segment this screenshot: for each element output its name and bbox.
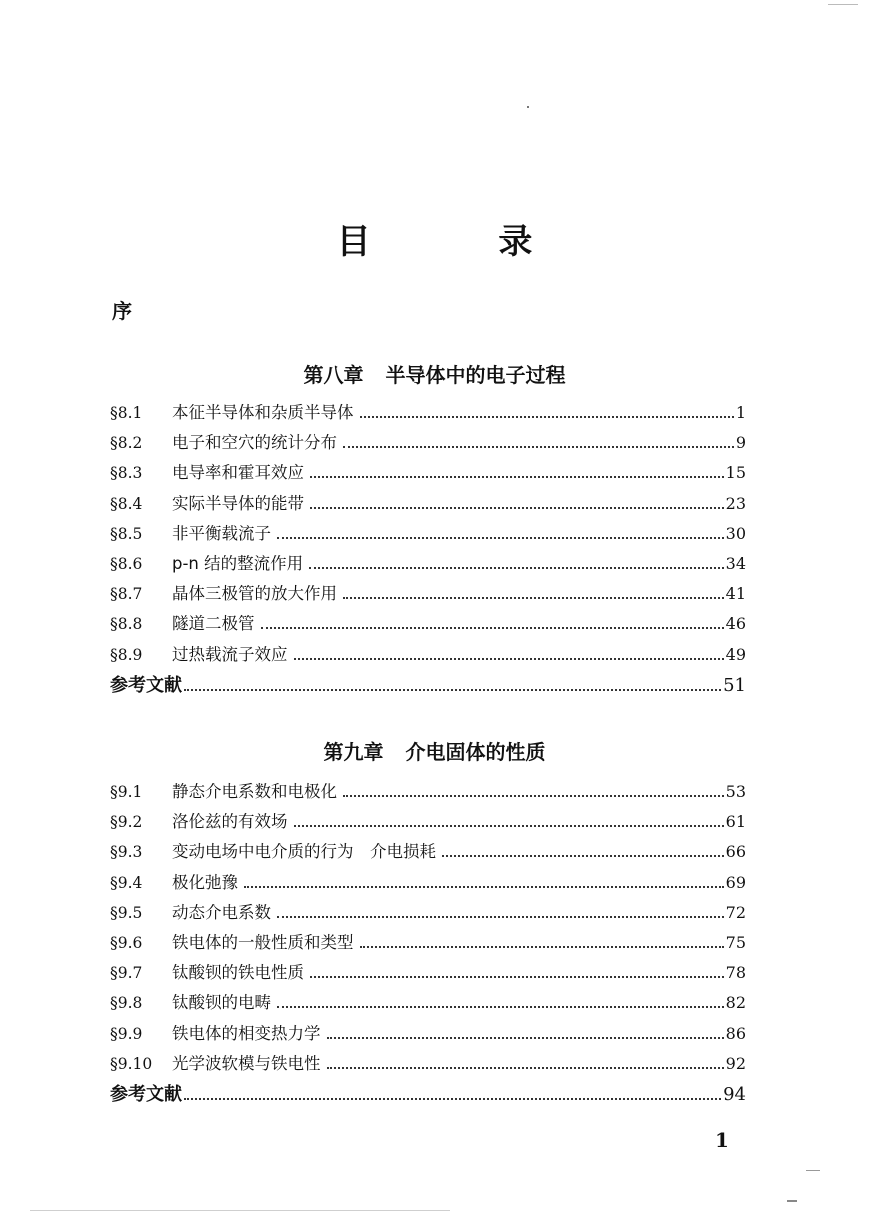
dot-leader <box>277 916 724 918</box>
section-number: §9.2 <box>110 813 143 832</box>
scan-speck <box>787 1200 797 1202</box>
scan-speck <box>30 1210 450 1211</box>
page-number: 53 <box>725 782 746 801</box>
toc-entry[interactable] <box>110 431 746 461</box>
section-title: 钛酸钡的铁电性质 <box>172 963 304 983</box>
section-number: §8.7 <box>110 585 143 604</box>
toc-entry[interactable] <box>110 840 746 870</box>
chapter-title: 介电固体的性质 <box>405 740 546 764</box>
section-number: §9.7 <box>110 964 143 983</box>
dot-leader <box>184 1098 721 1100</box>
page-title: 目 录 <box>336 222 591 262</box>
references-title: 参考文献 <box>110 674 182 696</box>
page-number: 92 <box>725 1053 746 1073</box>
toc-references-entry[interactable] <box>110 673 746 703</box>
dot-leader <box>442 855 724 857</box>
dot-leader <box>277 537 724 539</box>
section-title: 本征半导体和杂质半导体 <box>172 403 354 422</box>
toc-entry[interactable] <box>110 552 746 582</box>
section-title: 铁电体的相变热力学 <box>172 1023 321 1043</box>
toc-entry[interactable] <box>110 991 746 1021</box>
toc-entry[interactable] <box>110 901 746 931</box>
section-number: §9.4 <box>110 873 143 892</box>
preface-heading: 序 <box>112 299 132 323</box>
section-number: §9.10 <box>110 1054 153 1073</box>
dot-leader <box>294 658 724 660</box>
toc-entry[interactable] <box>110 612 746 642</box>
toc-references-entry[interactable] <box>110 1082 746 1112</box>
section-number: §8.6 <box>110 554 143 573</box>
page-number: 15 <box>725 463 746 483</box>
page-number: 49 <box>725 644 746 664</box>
page-number: 72 <box>725 902 746 922</box>
dot-leader <box>327 1037 724 1039</box>
page-number: 51 <box>723 674 746 696</box>
page-number: 69 <box>725 872 746 892</box>
page-number: 86 <box>725 1023 746 1043</box>
page-number: 23 <box>725 493 746 513</box>
section-number: §8.1 <box>110 404 143 422</box>
section-number: §9.8 <box>110 994 143 1013</box>
dot-leader <box>310 976 724 978</box>
section-title: 光学波软模与铁电性 <box>172 1053 321 1073</box>
section-title: 晶体三极管的放大作用 <box>172 584 337 604</box>
section-title: 隧道二极管 <box>172 614 255 634</box>
dot-leader <box>184 689 721 691</box>
toc-entry[interactable] <box>110 871 746 901</box>
toc-entry[interactable] <box>110 582 746 612</box>
page-number: 94 <box>723 1083 746 1105</box>
scan-speck <box>806 1170 820 1171</box>
chapter-heading-9 <box>0 738 869 766</box>
toc-entry[interactable] <box>110 522 746 552</box>
section-title: 电导率和霍耳效应 <box>172 463 304 483</box>
toc-entry[interactable] <box>110 810 746 840</box>
dot-leader <box>360 946 724 948</box>
dot-leader <box>343 795 724 797</box>
page-number: 34 <box>725 553 746 573</box>
section-title: 极化弛豫 <box>172 872 238 892</box>
chapter-title: 半导体中的电子过程 <box>385 363 566 387</box>
section-number: §8.8 <box>110 615 143 634</box>
section-number: §8.5 <box>110 524 143 543</box>
section-number: §8.3 <box>110 464 143 483</box>
section-title: 钛酸钡的电畴 <box>172 993 271 1013</box>
section-title: 动态介电系数 <box>172 902 271 922</box>
section-title: 洛伦兹的有效场 <box>172 812 288 832</box>
section-title: 实际半导体的能带 <box>172 493 304 513</box>
page-number: 82 <box>725 993 746 1013</box>
dot-leader <box>310 507 724 509</box>
dot-leader <box>343 597 724 599</box>
scan-speck <box>828 4 858 5</box>
toc-entry[interactable] <box>110 643 746 673</box>
section-title: 过热载流子效应 <box>172 644 288 664</box>
section-number: §8.9 <box>110 645 143 664</box>
scan-speck <box>527 106 529 108</box>
toc-entry[interactable] <box>110 401 746 431</box>
section-number: §8.2 <box>110 434 143 453</box>
section-number: §9.5 <box>110 903 143 922</box>
section-title: p-n 结的整流作用 <box>172 553 304 573</box>
chapter-number: 第八章 <box>303 363 364 387</box>
toc-entry[interactable] <box>110 931 746 961</box>
page-number: 61 <box>725 812 746 832</box>
page-number: 1 <box>735 403 746 422</box>
section-number: §9.3 <box>110 843 143 862</box>
chapter-number: 第九章 <box>323 740 384 764</box>
page-number: 30 <box>725 523 746 543</box>
dot-leader <box>277 1006 724 1008</box>
section-number: §8.4 <box>110 494 143 513</box>
section-title: 电子和空穴的统计分布 <box>172 433 337 453</box>
chapter-heading-8 <box>0 361 869 389</box>
page-number: 41 <box>725 584 746 604</box>
section-number: §9.6 <box>110 933 143 952</box>
dot-leader <box>360 416 734 418</box>
toc-entry[interactable] <box>110 1052 746 1082</box>
dot-leader <box>294 825 724 827</box>
toc-entry[interactable] <box>110 461 746 491</box>
section-title: 非平衡载流子 <box>172 523 271 543</box>
page-number: 9 <box>735 433 746 453</box>
references-title: 参考文献 <box>110 1083 182 1105</box>
section-number: §9.1 <box>110 783 143 801</box>
section-title: 静态介电系数和电极化 <box>172 782 337 801</box>
dot-leader <box>261 627 724 629</box>
dot-leader <box>310 476 724 478</box>
toc-entry[interactable] <box>110 1022 746 1052</box>
section-number: §9.9 <box>110 1024 143 1043</box>
dot-leader <box>309 567 724 569</box>
section-title: 变动电场中电介质的行为 介电损耗 <box>172 842 436 862</box>
toc-entry[interactable] <box>110 780 746 810</box>
dot-leader <box>244 886 724 888</box>
page-number: 66 <box>725 842 746 862</box>
toc-entry[interactable] <box>110 492 746 522</box>
toc-list-chapter-8 <box>110 401 746 703</box>
folio-page-number: 1 <box>715 1128 729 1152</box>
page-number: 46 <box>725 614 746 634</box>
dot-leader <box>327 1067 724 1069</box>
dot-leader <box>343 446 734 448</box>
page-number: 78 <box>725 963 746 983</box>
toc-entry[interactable] <box>110 961 746 991</box>
page-number: 75 <box>725 932 746 952</box>
toc-list-chapter-9 <box>110 780 746 1112</box>
section-title: 铁电体的一般性质和类型 <box>172 932 354 952</box>
